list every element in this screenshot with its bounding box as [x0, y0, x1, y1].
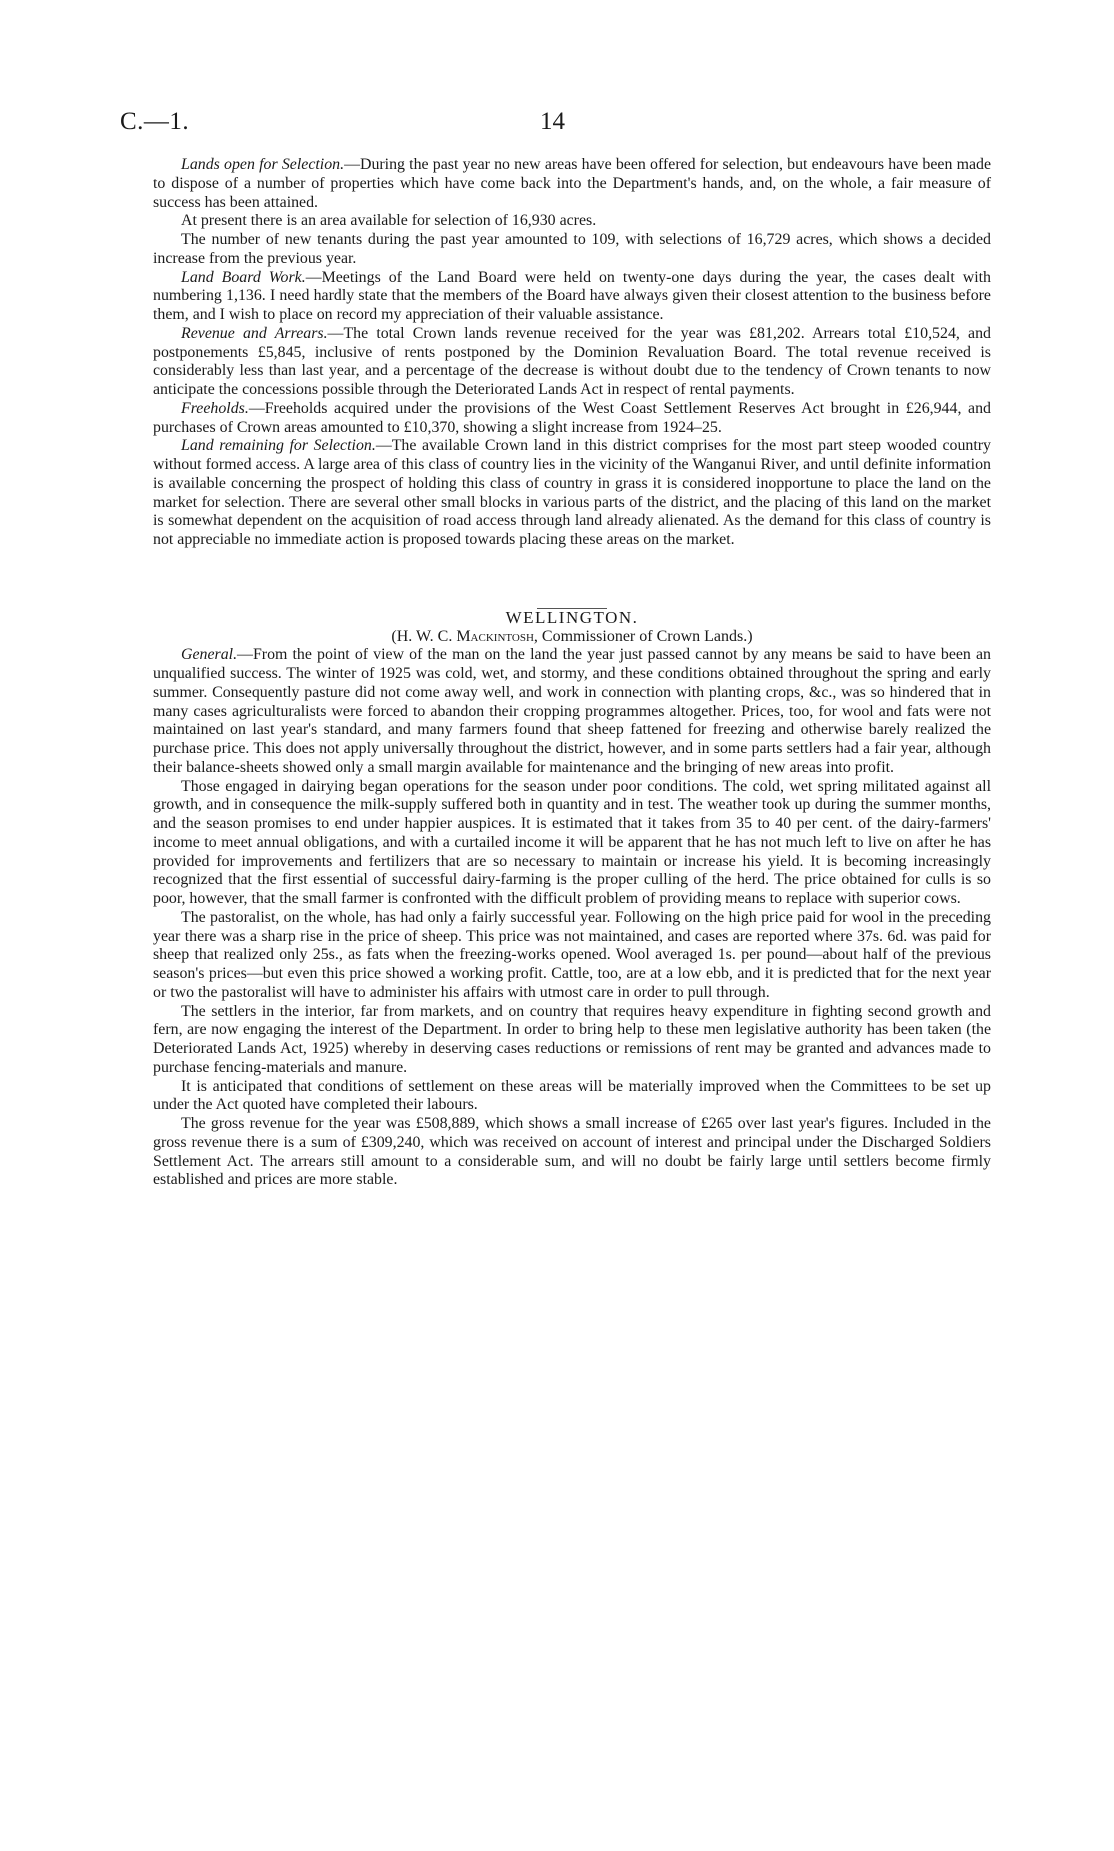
page-header: [120, 108, 990, 144]
paragraph-text: —The available Crown land in this district comprises for the most part steep wooded country without formed access. A large area of this class of country lies in the vicinity of the Wanganui River, and until definite information is available concerning the prospect of holding this class of country in grass it is considered inopportune to place the land on the market for selection. There are several other small blocks in various parts of the district, and the placing of this land on the market is somewhat dependent on the acquisition of road access through land already alienated. As the demand for this class of country is not appreciable no immediate action is proposed towards placing these areas on the market.: [153, 437, 991, 548]
paragraph-text: —Meetings of the Land Board were held on twenty-one days during the year, the cases dealt with numbering 1,136. I need hardly state that the members of the Board have always given their closest attention to the business before them, and I wish to place on record my appreciation of their valuable assistance.: [153, 268, 991, 323]
paragraph-heading: Land remaining for Selection.: [181, 437, 376, 455]
paragraph-pastoralist: The pastoralist, on the whole, has had only a fairly successful year. Following on the high price paid for wool in the preceding year there was a sharp rise in the price of sheep. This price was not maintained, and cases are reported where 37s. 6d. was paid for sheep that realized only 25s., as fats when the freezing-works opened. Wool averaged 1s. per pound—about half of the previous season's prices—but even this price showed a working profit. Cattle, too, are at a low ebb, and it is predicted that for the next year or two the pastoralist will have to administer his affairs with utmost care in order to pull through.: [153, 908, 991, 1001]
byline-close: , Commissioner of Crown Lands.): [533, 627, 753, 645]
paragraph-text: —During the past year no new areas have been offered for selection, but endeavours have been made to dispose of a number of properties which have come back into the Department's hands, and, on the whole, a fair measure of success has been attained.: [153, 156, 991, 211]
paragraph-heading: Revenue and Arrears.: [181, 324, 328, 342]
section-title: WELLINGTON.: [505, 607, 639, 627]
paragraph-interior-settlers: The settlers in the interior, far from markets, and on country that requires heavy expenditure in fighting second growth and fern, are now engaging the interest of the Department. In order to bring help to these men legislative authority has been taken (the Deteriorated Lands Act, 1925) whereby in deserving cases reductions or remissions of rent may be granted and advances made to purchase fencing-materials and manure.: [153, 1002, 991, 1076]
paragraph-land-remaining: [153, 437, 991, 550]
paragraph-text: —From the point of view of the man on the land the year just passed cannot by any means be said to have been an unqualified success. The winter of 1925 was cold, wet, and stormy, and these conditions obtained throughout the spring and early summer. Consequently pasture did not come away well, and work in connection with planting crops, &c., was so hindered that in many cases agriculturalists were forced to abandon their cropping programmes altogether. Prices, too, for wool and fats were not maintained on last year's standard, and many farmers found that sheep fattened for freezing and otherwise barely realized the purchase price. This does not apply universally throughout the district, however, and in some parts settlers had a fair year, although their balance-sheets showed only a small margin available for maintenance and the bringing of new areas into profit.: [153, 646, 991, 776]
page-number: 14: [540, 108, 565, 135]
paragraph-area-available: At present there is an area available for selection of 16,930 acres.: [181, 212, 597, 230]
paragraph-text: —Freeholds acquired under the provisions of the West Coast Settlement Reserves Act brought in £26,944, and purchases of Crown areas amounted to £10,370, showing a slight increase from 1924–25.: [153, 399, 991, 436]
page-body: [153, 156, 991, 1190]
paragraph-freeholds: [153, 400, 991, 438]
byline-name: Mackintosh: [456, 627, 534, 645]
paragraph-heading: Freeholds.: [181, 399, 249, 417]
paragraph-heading: General.: [181, 646, 238, 664]
paragraph-committees: It is anticipated that conditions of settlement on these areas will be materially improved when the Committees to be set up under the Act quoted have completed their labours.: [153, 1077, 991, 1114]
paragraph-lands-open: [153, 156, 991, 212]
paragraph-land-board: [153, 269, 991, 325]
byline-open: (H. W. C.: [391, 627, 457, 645]
document-code: C.—1.: [120, 108, 190, 135]
paragraph-gross-revenue: The gross revenue for the year was £508,889, which shows a small increase of £265 over last year's figures. Included in the gross revenue there is a sum of £309,240, which was received on account of interest and principal under the Discharged Soldiers Settlement Act. The arrears still amount to a considerable sum, and will no doubt be fairly large until settlers become firmly established and prices are more stable.: [153, 1115, 991, 1189]
paragraph-general: [153, 646, 991, 777]
paragraph-text: —The total Crown lands revenue received for the year was £81,202. Arrears total £10,524, and postponements £5,845, inclusive of rents postponed by the Dominion Revaluation Board. The total revenue received is considerably less than last year, and a percentage of the decrease is without doubt due to the tendency of Crown tenants to now anticipate the concessions possible through the Deteriorated Lands Act in respect of rental payments.: [153, 324, 991, 398]
section-byline: [153, 628, 991, 647]
paragraph-new-tenants: The number of new tenants during the past year amounted to 109, with selections of 16,729 acres, which shows a decided increase from the previous year.: [153, 231, 991, 267]
paragraph-heading: Land Board Work.: [181, 268, 306, 286]
paragraph-heading: Lands open for Selection.: [181, 156, 345, 173]
paragraph-dairying: Those engaged in dairying began operations for the season under poor conditions. The cold, wet spring militated against all growth, and in consequence the milk-supply suffered both in quantity and in test. The weather took up during the summer months, and the season promises to end under happier auspices. It is estimated that it takes from 35 to 40 per cent. of the dairy-farmers' income to meet annual obligations, and with a curtailed income it will be apparent that he has not much left to live on after he has provided for improvements and fertilizers that are so necessary to maintain or increase his yield. It is becoming increasingly recognized that the first essential of successful dairy-farming is the proper culling of the herd. The price obtained for culls is so poor, however, that the small farmer is confronted with the difficult problem of providing means to replace with superior cows.: [153, 777, 991, 907]
paragraph-revenue-arrears: [153, 325, 991, 400]
